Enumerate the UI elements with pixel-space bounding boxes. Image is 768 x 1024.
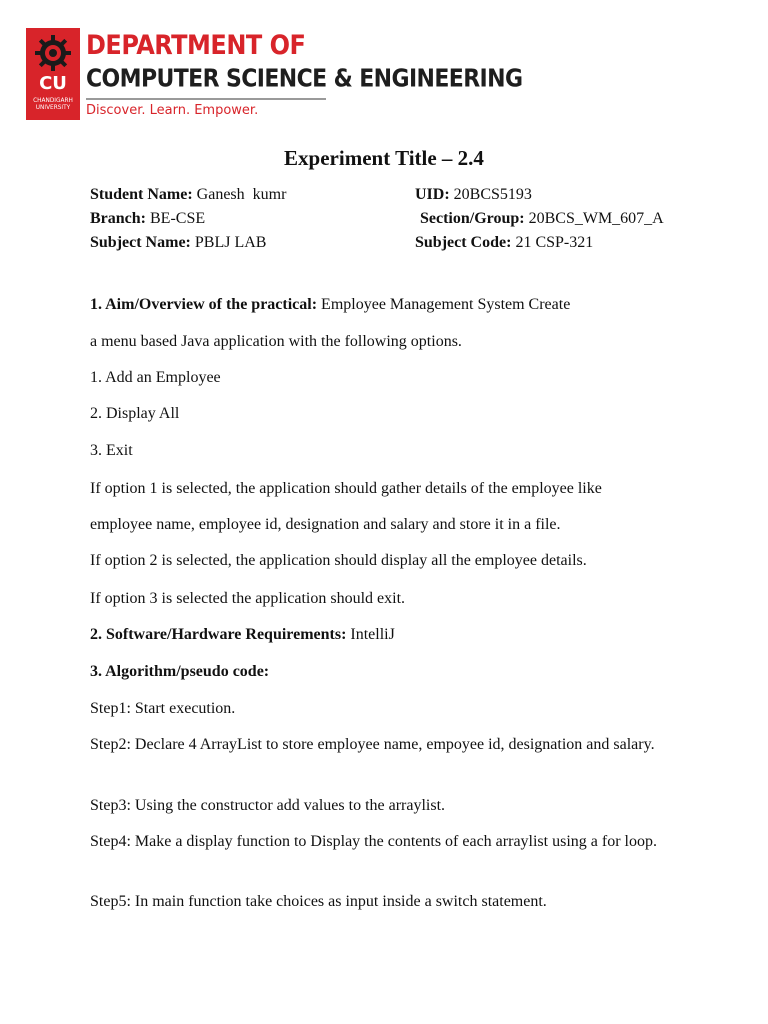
department-title: DEPARTMENT OF: [86, 30, 306, 61]
student-name-value: Ganesh kumr: [196, 186, 287, 203]
software-heading: 2. Software/Hardware Requirements:: [90, 626, 347, 643]
option2-description: If option 2 is selected, the application should display all the employee details.: [90, 552, 587, 569]
section-group: [420, 209, 664, 229]
university-logo: [26, 28, 80, 120]
subject-code-label: Subject Code:: [415, 234, 512, 251]
option-item: 3. Exit: [90, 442, 133, 459]
section-label: Section/Group:: [420, 210, 525, 227]
uid-value: 20BCS5193: [453, 186, 532, 203]
aim-heading-line: [90, 293, 690, 316]
subject-code-value: 21 CSP-321: [515, 234, 594, 251]
aim-text: Employee Management System Create: [321, 296, 571, 313]
section-value: 20BCS_WM_607_A: [528, 210, 664, 227]
option3-description: If option 3 is selected the application should exit.: [90, 590, 406, 607]
experiment-title: Experiment Title – 2.4: [284, 146, 484, 170]
algorithm-step: Step3: Using the constructor add values to the arraylist.: [90, 797, 446, 814]
branch-label: Branch:: [90, 210, 146, 227]
branch: [90, 209, 205, 229]
aim-heading: 1. Aim/Overview of the practical:: [90, 296, 318, 313]
algorithm-step: Step1: Start execution.: [90, 700, 236, 717]
algorithm-heading-text: 3. Algorithm/pseudo code:: [90, 663, 270, 680]
student-name: [90, 185, 286, 205]
student-name-label: Student Name:: [90, 186, 193, 203]
software-line: [90, 623, 690, 646]
algorithm-step: Step5: In main function take choices as input inside a switch statement.: [90, 893, 547, 910]
subject-name-label: Subject Name:: [90, 234, 191, 251]
subject-code: [415, 233, 593, 253]
algorithm-step: Step2: Declare 4 ArrayList to store employee name, empoyee id, designation and salary.: [90, 736, 655, 753]
subject-name: [90, 233, 266, 253]
option1-description-cont: employee name, employee id, designation and salary and store it in a file.: [90, 516, 561, 533]
logo-cu-text: CU: [39, 73, 67, 94]
uid: [415, 185, 532, 205]
uid-label: UID:: [415, 186, 450, 203]
aim-line2: a menu based Java application with the following options.: [90, 333, 462, 350]
department-header: [26, 28, 523, 124]
software-text: IntelliJ: [350, 626, 395, 643]
subject-name-value: PBLJ LAB: [194, 234, 267, 251]
option-item: 1. Add an Employee: [90, 369, 221, 386]
header-divider: [86, 98, 326, 100]
branch-value: BE-CSE: [150, 210, 206, 227]
tagline: Discover. Learn. Empower.: [86, 103, 259, 118]
department-subtitle: COMPUTER SCIENCE & ENGINEERING: [86, 65, 523, 93]
algorithm-step: Step4: Make a display function to Display the contents of each arraylist using a for loop.: [90, 833, 657, 850]
option-item: 2. Display All: [90, 405, 180, 422]
option1-description: If option 1 is selected, the application should gather details of the employee like: [90, 480, 602, 497]
logo-university-text: CHANDIGARH UNIVERSITY: [33, 98, 73, 111]
algorithm-heading: [90, 660, 690, 683]
gear-emblem-icon: [33, 33, 73, 73]
